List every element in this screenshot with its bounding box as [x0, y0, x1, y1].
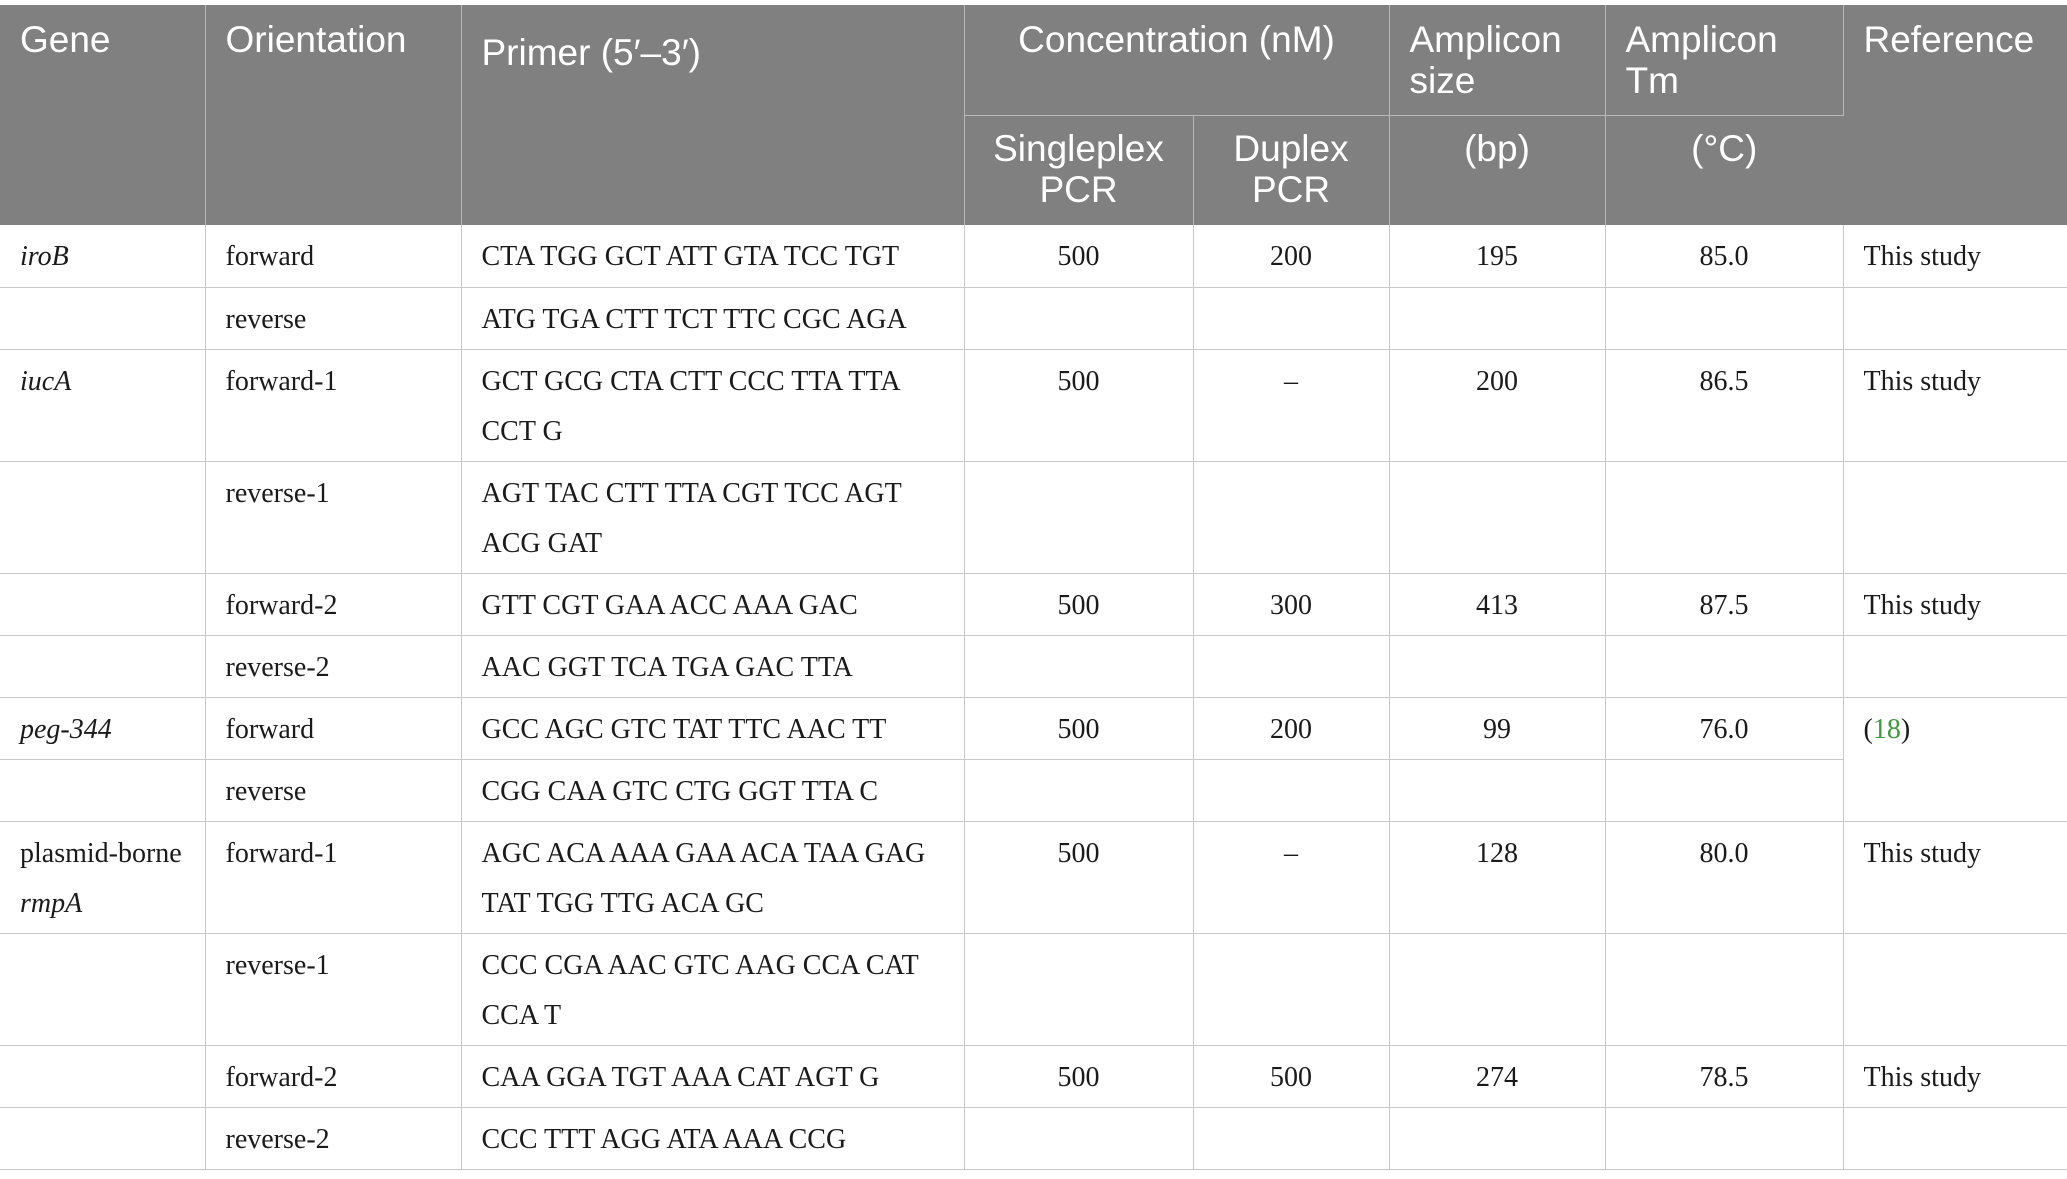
header-orientation: Orientation [205, 5, 461, 225]
amplicon-tm-cell [1605, 287, 1843, 349]
header-reference: Reference [1843, 5, 2067, 225]
singleplex-cell [964, 287, 1193, 349]
header-primer: Primer (5′–3′) [461, 5, 964, 225]
amplicon-size-cell [1389, 759, 1605, 821]
orientation-cell: reverse [205, 759, 461, 821]
gene-name: rmpA [20, 887, 83, 919]
table-row [0, 759, 2067, 821]
singleplex-cell [964, 759, 1193, 821]
gene-prefix: plasmid-borne [20, 837, 182, 869]
amplicon-tm-cell [1605, 461, 1843, 573]
singleplex-cell: 500 [964, 697, 1193, 759]
amplicon-size-cell: 99 [1389, 697, 1605, 759]
reference-paren-close: ) [1900, 713, 1911, 745]
duplex-cell: – [1193, 821, 1389, 933]
duplex-cell [1193, 461, 1389, 573]
gene-cell [0, 1107, 205, 1169]
duplex-cell: – [1193, 349, 1389, 461]
amplicon-tm-cell: 80.0 [1605, 821, 1843, 933]
primer-table [0, 5, 2067, 1170]
table-row [0, 287, 2067, 349]
orientation-cell: forward [205, 225, 461, 287]
gene-cell [0, 1045, 205, 1107]
amplicon-size-cell [1389, 635, 1605, 697]
singleplex-cell [964, 461, 1193, 573]
amplicon-tm-cell [1605, 1107, 1843, 1169]
reference-cell: This study [1843, 225, 2067, 287]
duplex-cell [1193, 1107, 1389, 1169]
duplex-cell [1193, 933, 1389, 1045]
duplex-cell: 200 [1193, 697, 1389, 759]
gene-name: iroB [20, 241, 69, 272]
gene-cell [0, 461, 205, 573]
header-amplicon-tm: Amplicon Tm [1605, 5, 1843, 115]
duplex-cell: 500 [1193, 1045, 1389, 1107]
reference-cell: This study [1843, 821, 2067, 933]
primer-cell: CAA GGA TGT AAA CAT AGT G [461, 1045, 964, 1107]
header-duplex: Duplex PCR [1193, 115, 1389, 225]
amplicon-tm-cell: 87.5 [1605, 573, 1843, 635]
amplicon-size-cell [1389, 1107, 1605, 1169]
duplex-cell: 300 [1193, 573, 1389, 635]
table-row [0, 461, 2067, 573]
singleplex-cell: 500 [964, 349, 1193, 461]
gene-cell [0, 821, 205, 933]
singleplex-cell: 500 [964, 225, 1193, 287]
duplex-cell [1193, 759, 1389, 821]
header-amplicon-size-unit: (bp) [1389, 115, 1605, 225]
gene-cell [0, 349, 205, 461]
amplicon-size-cell [1389, 461, 1605, 573]
duplex-cell [1193, 287, 1389, 349]
reference-cell [1843, 287, 2067, 349]
reference-cell [1843, 933, 2067, 1045]
header-concentration: Concentration (nM) [964, 5, 1389, 115]
duplex-cell: 200 [1193, 225, 1389, 287]
reference-cell: This study [1843, 349, 2067, 461]
table-row [0, 697, 2067, 759]
reference-cell [1843, 461, 2067, 573]
amplicon-size-cell [1389, 287, 1605, 349]
gene-name: iucA [20, 365, 72, 397]
primer-cell: GTT CGT GAA ACC AAA GAC [461, 573, 964, 635]
gene-cell [0, 697, 205, 759]
singleplex-cell [964, 1107, 1193, 1169]
table-row [0, 1107, 2067, 1169]
reference-paren-open: ( [1863, 713, 1873, 745]
primer-cell: AAC GGT TCA TGA GAC TTA [461, 635, 964, 697]
primer-cell: CCC CGA AAC GTC AAG CCA CAT CCA T [461, 933, 964, 1045]
primer-cell: CCC TTT AGG ATA AAA CCG [461, 1107, 964, 1169]
amplicon-size-cell: 200 [1389, 349, 1605, 461]
primer-cell: ATG TGA CTT TCT TTC CGC AGA [461, 287, 964, 349]
singleplex-cell [964, 933, 1193, 1045]
table-row [0, 635, 2067, 697]
singleplex-cell: 500 [964, 821, 1193, 933]
primer-cell: GCC AGC GTC TAT TTC AAC TT [461, 697, 964, 759]
gene-cell [0, 287, 205, 349]
amplicon-tm-cell [1605, 759, 1843, 821]
header-amplicon-tm-unit: (°C) [1605, 115, 1843, 225]
reference-cell [1843, 635, 2067, 697]
amplicon-tm-cell: 76.0 [1605, 697, 1843, 759]
table-row [0, 821, 2067, 933]
gene-name: peg-344 [20, 713, 112, 745]
table-row [0, 573, 2067, 635]
duplex-cell [1193, 635, 1389, 697]
orientation-cell: reverse [205, 287, 461, 349]
reference-link[interactable]: 18 [1872, 713, 1901, 745]
singleplex-cell: 500 [964, 1045, 1193, 1107]
orientation-cell: reverse-2 [205, 635, 461, 697]
amplicon-size-cell: 128 [1389, 821, 1605, 933]
orientation-cell: forward-2 [205, 1045, 461, 1107]
header-gene: Gene [0, 5, 205, 225]
orientation-cell: reverse-1 [205, 461, 461, 573]
amplicon-tm-cell: 85.0 [1605, 225, 1843, 287]
singleplex-cell: 500 [964, 573, 1193, 635]
header-singleplex: Singleplex PCR [964, 115, 1193, 225]
amplicon-size-cell [1389, 933, 1605, 1045]
orientation-cell: forward [205, 697, 461, 759]
reference-cell: This study [1843, 573, 2067, 635]
orientation-cell: reverse-2 [205, 1107, 461, 1169]
gene-cell [0, 573, 205, 635]
primer-cell: CTA TGG GCT ATT GTA TCC TGT [461, 225, 964, 287]
reference-cell [1843, 1107, 2067, 1169]
reference-cell [1843, 697, 2067, 821]
orientation-cell: forward-1 [205, 821, 461, 933]
gene-cell [0, 759, 205, 821]
amplicon-tm-cell [1605, 933, 1843, 1045]
orientation-cell: forward-2 [205, 573, 461, 635]
amplicon-tm-cell: 86.5 [1605, 349, 1843, 461]
orientation-cell: reverse-1 [205, 933, 461, 1045]
amplicon-tm-cell [1605, 635, 1843, 697]
table-row [0, 225, 2067, 287]
reference-cell: This study [1843, 1045, 2067, 1107]
primer-cell: CGG CAA GTC CTG GGT TTA C [461, 759, 964, 821]
table-row [0, 1045, 2067, 1107]
amplicon-tm-cell: 78.5 [1605, 1045, 1843, 1107]
singleplex-cell [964, 635, 1193, 697]
primer-cell: AGT TAC CTT TTA CGT TCC AGT ACG GAT [461, 461, 964, 573]
primer-cell: AGC ACA AAA GAA ACA TAA GAG TAT TGG TTG ACA GC [461, 821, 964, 933]
table-row [0, 349, 2067, 461]
gene-cell [0, 933, 205, 1045]
gene-cell [0, 225, 205, 287]
table-row [0, 933, 2067, 1045]
amplicon-size-cell: 413 [1389, 573, 1605, 635]
primer-cell: GCT GCG CTA CTT CCC TTA TTA CCT G [461, 349, 964, 461]
amplicon-size-cell: 274 [1389, 1045, 1605, 1107]
amplicon-size-cell: 195 [1389, 225, 1605, 287]
orientation-cell: forward-1 [205, 349, 461, 461]
gene-cell [0, 635, 205, 697]
table-header [0, 5, 2067, 225]
table-body [0, 225, 2067, 1169]
header-amplicon-size: Amplicon size [1389, 5, 1605, 115]
